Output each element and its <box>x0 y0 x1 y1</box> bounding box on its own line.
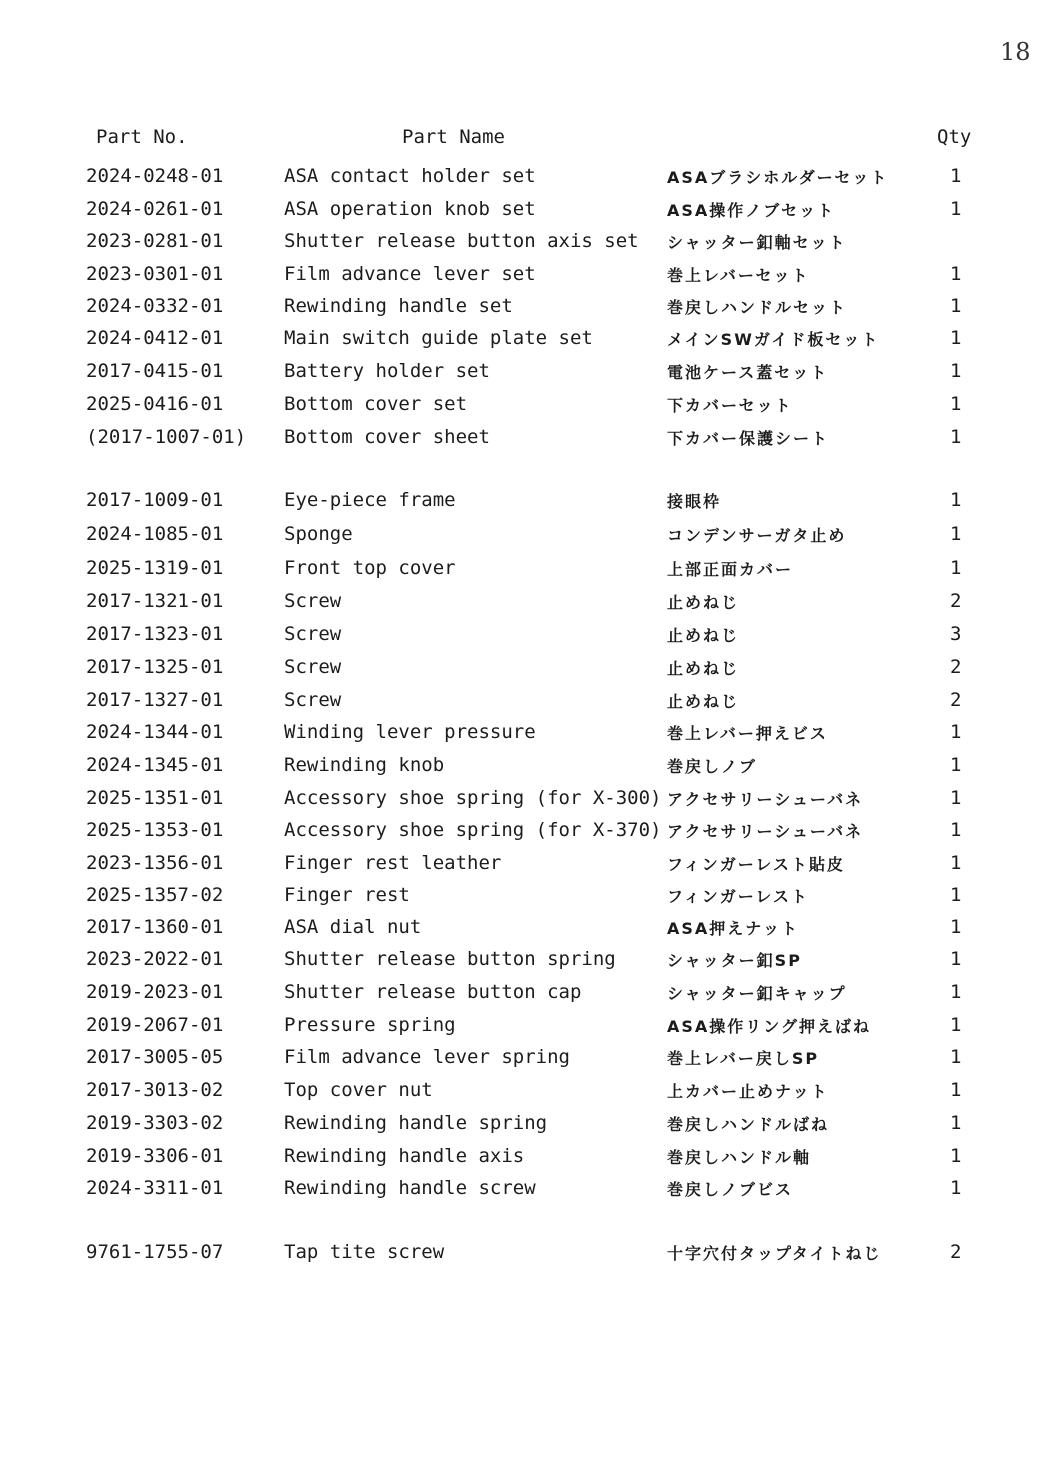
quantity: 1 <box>950 360 962 382</box>
part-name-jp: フィンガーレスト <box>667 887 809 906</box>
quantity: 1 <box>950 884 962 906</box>
part-number: 9761-1755-07 <box>86 1241 224 1263</box>
part-name: Accessory shoe spring (for X-300) <box>284 787 662 809</box>
part-number: 2017-1360-01 <box>86 916 224 938</box>
table-row <box>0 426 1058 456</box>
part-name: Top cover nut <box>284 1079 433 1101</box>
quantity: 2 <box>950 590 962 612</box>
part-name-jp: ASA押えナット <box>667 919 799 938</box>
part-name-jp: メインSWガイド板セット <box>667 330 880 349</box>
part-name-jp: 止めねじ <box>667 593 740 612</box>
part-number: 2017-1327-01 <box>86 689 224 711</box>
part-name: Shutter release button spring <box>284 948 616 970</box>
table-row <box>0 360 1058 390</box>
table-row <box>0 656 1058 686</box>
part-name-jp: シャッター釦軸セット <box>667 233 847 252</box>
quantity: 1 <box>950 198 962 220</box>
table-row <box>0 523 1058 553</box>
part-name: Accessory shoe spring (for X-370) <box>284 819 662 841</box>
part-number: 2024-0332-01 <box>86 295 224 317</box>
part-name: Rewinding handle set <box>284 295 513 317</box>
table-row <box>0 327 1058 357</box>
part-number: 2024-0248-01 <box>86 165 224 187</box>
part-name: Rewinding handle screw <box>284 1177 536 1199</box>
table-row <box>0 1014 1058 1044</box>
part-name: Screw <box>284 590 342 612</box>
table-row <box>0 689 1058 719</box>
table-row <box>0 230 1058 260</box>
table-row <box>0 721 1058 751</box>
part-name: Battery holder set <box>284 360 490 382</box>
quantity: 1 <box>950 393 962 415</box>
quantity: 1 <box>950 489 962 511</box>
quantity: 1 <box>950 1177 962 1199</box>
part-number: 2025-1353-01 <box>86 819 224 841</box>
quantity: 1 <box>950 327 962 349</box>
part-name-jp: 上カバー止めナット <box>667 1082 829 1101</box>
table-row <box>0 263 1058 293</box>
part-name: Sponge <box>284 523 353 545</box>
quantity: 1 <box>950 948 962 970</box>
table-row <box>0 557 1058 587</box>
table-row <box>0 489 1058 519</box>
table-row <box>0 1046 1058 1076</box>
part-name: Screw <box>284 623 342 645</box>
part-number: (2017-1007-01) <box>86 426 247 448</box>
part-name-jp: 巻戻しハンドルセット <box>667 298 848 317</box>
table-row <box>0 754 1058 784</box>
part-name: Rewinding knob <box>284 754 445 776</box>
part-name: Tap tite screw <box>284 1241 445 1263</box>
quantity: 2 <box>950 689 962 711</box>
part-name: Bottom cover set <box>284 393 468 415</box>
table-row <box>0 590 1058 620</box>
part-number: 2017-1009-01 <box>86 489 224 511</box>
part-name: Front top cover <box>284 557 456 579</box>
part-name-jp: シャッター釦SP <box>667 951 802 970</box>
part-name-jp: 巻上レバーセット <box>667 266 810 285</box>
quantity: 1 <box>950 754 962 776</box>
quantity: 1 <box>950 916 962 938</box>
part-number: 2019-2023-01 <box>86 981 224 1003</box>
part-number: 2017-1323-01 <box>86 623 224 645</box>
part-name: Eye-piece frame <box>284 489 456 511</box>
quantity: 1 <box>950 1145 962 1167</box>
part-name-jp: ASAブラシホルダーセット <box>667 168 889 187</box>
part-name-jp: 下カバーセット <box>667 396 793 415</box>
quantity: 1 <box>950 787 962 809</box>
part-number: 2023-2022-01 <box>86 948 224 970</box>
quantity: 1 <box>950 1079 962 1101</box>
part-name: Screw <box>284 656 342 678</box>
table-row <box>0 884 1058 914</box>
table-row <box>0 165 1058 195</box>
quantity: 1 <box>950 295 962 317</box>
quantity: 1 <box>950 557 962 579</box>
part-name: Bottom cover sheet <box>284 426 490 448</box>
quantity: 1 <box>950 1014 962 1036</box>
part-number: 2019-3303-02 <box>86 1112 224 1134</box>
page-number: 18 <box>1000 38 1031 66</box>
part-name: Shutter release button cap <box>284 981 582 1003</box>
part-name: ASA operation knob set <box>284 198 536 220</box>
part-name: Pressure spring <box>284 1014 456 1036</box>
quantity: 1 <box>950 819 962 841</box>
part-number: 2017-1321-01 <box>86 590 224 612</box>
quantity: 1 <box>950 1046 962 1068</box>
header-part-no: Part No. <box>96 126 188 148</box>
part-number: 2025-0416-01 <box>86 393 224 415</box>
quantity: 2 <box>950 1241 962 1263</box>
part-name: Winding lever pressure <box>284 721 536 743</box>
part-number: 2024-1085-01 <box>86 523 224 545</box>
part-number: 2017-0415-01 <box>86 360 224 382</box>
part-name-jp: 接眼枠 <box>667 492 722 511</box>
part-number: 2023-1356-01 <box>86 852 224 874</box>
quantity: 2 <box>950 656 962 678</box>
part-name-jp: フィンガーレスト貼皮 <box>667 855 845 874</box>
quantity: 1 <box>950 981 962 1003</box>
table-row <box>0 623 1058 653</box>
part-name: Film advance lever set <box>284 263 536 285</box>
part-number: 2017-3013-02 <box>86 1079 224 1101</box>
part-number: 2025-1351-01 <box>86 787 224 809</box>
part-name-jp: 止めねじ <box>667 692 740 711</box>
part-name-jp: 巻上レバー戻しSP <box>667 1049 820 1068</box>
part-name: Finger rest leather <box>284 852 502 874</box>
part-number: 2017-1325-01 <box>86 656 224 678</box>
part-number: 2024-0261-01 <box>86 198 224 220</box>
quantity: 1 <box>950 165 962 187</box>
table-row <box>0 916 1058 946</box>
quantity: 1 <box>950 263 962 285</box>
part-number: 2023-0301-01 <box>86 263 224 285</box>
part-name-jp: 十字穴付タップタイトねじ <box>667 1244 882 1263</box>
part-number: 2024-1344-01 <box>86 721 224 743</box>
part-name-jp: 巻戻しハンドル軸 <box>667 1148 812 1167</box>
quantity: 1 <box>950 426 962 448</box>
table-row <box>0 852 1058 882</box>
table-row <box>0 819 1058 849</box>
part-name-jp: シャッター釦キャップ <box>667 984 847 1003</box>
part-name-jp: 巻戻しハンドルばね <box>667 1115 830 1134</box>
part-number: 2019-2067-01 <box>86 1014 224 1036</box>
part-number: 2017-3005-05 <box>86 1046 224 1068</box>
part-number: 2025-1357-02 <box>86 884 224 906</box>
part-name: ASA dial nut <box>284 916 422 938</box>
part-name: Rewinding handle spring <box>284 1112 548 1134</box>
quantity: 1 <box>950 1112 962 1134</box>
part-name: Rewinding handle axis <box>284 1145 525 1167</box>
table-row <box>0 981 1058 1011</box>
part-number: 2024-1345-01 <box>86 754 224 776</box>
part-number: 2024-0412-01 <box>86 327 224 349</box>
part-name-jp: 巻上レバー押えビス <box>667 724 828 743</box>
table-row <box>0 393 1058 423</box>
part-name: Finger rest <box>284 884 410 906</box>
part-number: 2024-3311-01 <box>86 1177 224 1199</box>
part-name: Shutter release button axis set <box>284 230 639 252</box>
table-row <box>0 1177 1058 1207</box>
table-row <box>0 1079 1058 1109</box>
part-name-jp: コンデンサーガタ止め <box>667 526 847 545</box>
part-name: Screw <box>284 689 342 711</box>
quantity: 3 <box>950 623 962 645</box>
quantity: 1 <box>950 721 962 743</box>
part-number: 2019-3306-01 <box>86 1145 224 1167</box>
table-row <box>0 948 1058 978</box>
table-row <box>0 295 1058 325</box>
table-row <box>0 1145 1058 1175</box>
part-name-jp: 上部正面カバー <box>667 560 794 579</box>
part-name: Film advance lever spring <box>284 1046 570 1068</box>
header-qty: Qty <box>937 126 972 148</box>
table-row <box>0 1112 1058 1142</box>
part-name-jp: アクセサリーシューバネ <box>667 822 864 841</box>
part-name-jp: 巻戻しノブ <box>667 757 758 776</box>
table-row <box>0 198 1058 228</box>
part-number: 2023-0281-01 <box>86 230 224 252</box>
part-name-jp: 止めねじ <box>667 626 740 645</box>
part-name-jp: ASA操作リング押えばね <box>667 1017 871 1036</box>
part-name-jp: ASA操作ノブセット <box>667 201 836 220</box>
part-name-jp: 巻戻しノブビス <box>667 1180 794 1199</box>
table-row <box>0 787 1058 817</box>
part-name: Main switch guide plate set <box>284 327 593 349</box>
part-name-jp: 電池ケース蓋セット <box>667 363 829 382</box>
header-part-name: Part Name <box>402 126 505 148</box>
part-number: 2025-1319-01 <box>86 557 224 579</box>
part-name-jp: 下カバー保護シート <box>667 429 830 448</box>
part-name-jp: アクセサリーシューバネ <box>667 790 864 809</box>
part-name-jp: 止めねじ <box>667 659 740 678</box>
table-row <box>0 1241 1058 1271</box>
quantity: 1 <box>950 852 962 874</box>
quantity: 1 <box>950 523 962 545</box>
part-name: ASA contact holder set <box>284 165 536 187</box>
